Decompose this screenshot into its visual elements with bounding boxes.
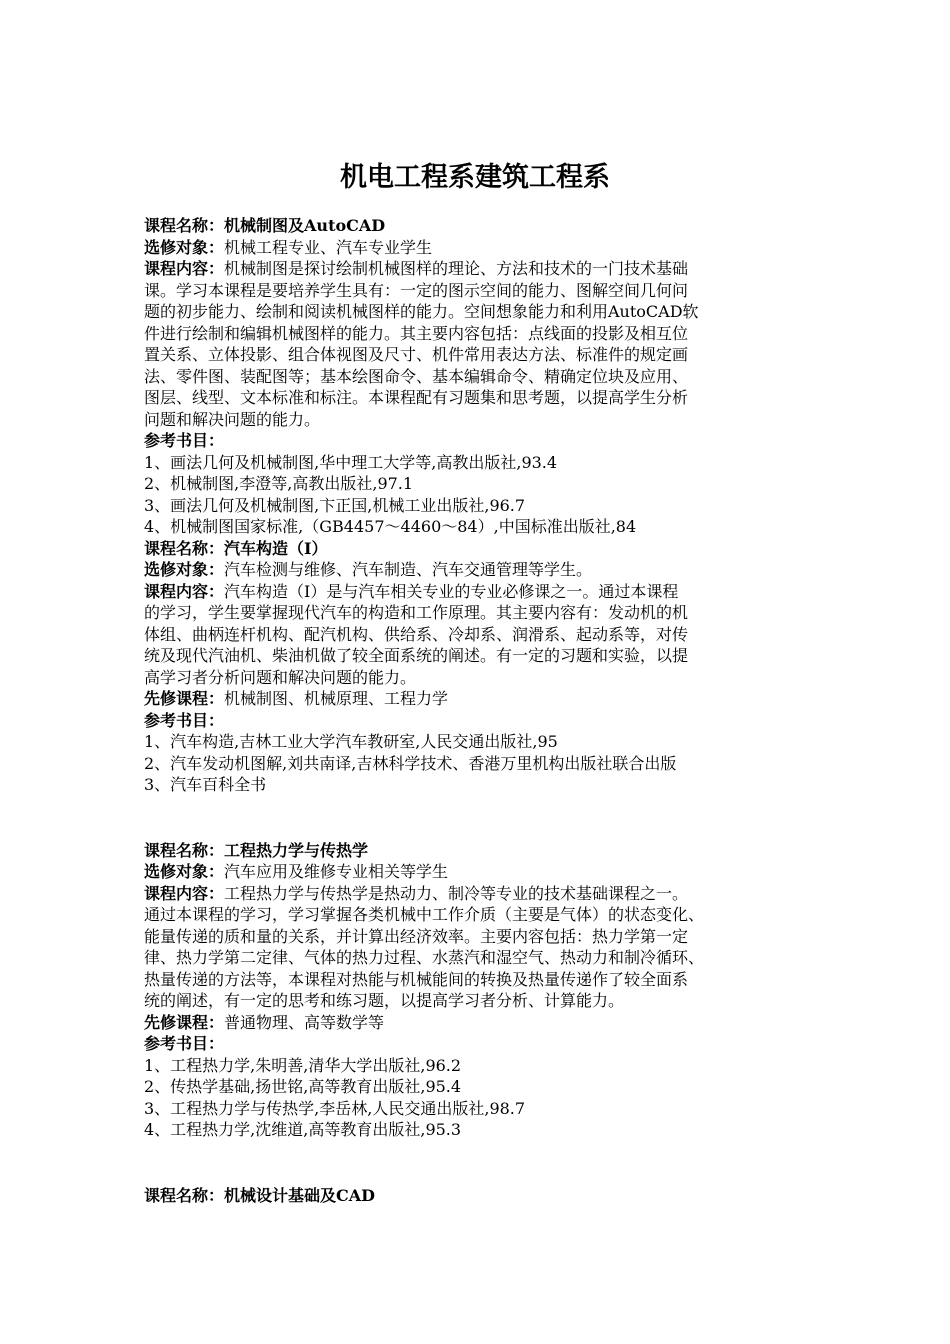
course-name-line bbox=[144, 538, 808, 560]
reference-item: 3、工程热力学与传热学,李岳林,人民交通出版社,98.7 bbox=[144, 1098, 526, 1118]
course-content-line: 律、热力学第二定律、气体的热力过程、水蒸汽和湿空气、热动力和制冷循环、 bbox=[144, 948, 705, 967]
course-name-label: 课程名称： bbox=[144, 538, 225, 558]
references-label: 参考书目： bbox=[144, 710, 225, 730]
references-label: 参考书目： bbox=[144, 431, 225, 450]
course-content-line: 通过本课程的学习，学习掌握各类机械中工作介质（主要是气体）的状态变化、 bbox=[144, 905, 705, 924]
course-target: 汽车检测与维修、汽车制造、汽车交通管理等学生。 bbox=[224, 560, 593, 579]
course-name-label: 课程名称： bbox=[144, 216, 225, 235]
course-prereq-label: 先修课程： bbox=[144, 689, 225, 708]
course-content-line: 问题和解决问题的能力。 bbox=[144, 409, 321, 429]
course-content-line: 课。学习本课程是要培养学生具有：一定的图示空间的能力、图解空间几何问 bbox=[144, 280, 689, 300]
course-content-text: 机械制图是探讨绘制机械图样的理论、方法和技术的一门技术基础 bbox=[224, 259, 689, 278]
reference-item: 1、画法几何及机械制图,华中理工大学等,高教出版社,93.4 bbox=[144, 452, 558, 472]
course-content-line: 的学习，学生要掌握现代汽车的构造和工作原理。其主要内容有：发动机的机 bbox=[144, 603, 689, 622]
course-name: 机械设计基础及CAD bbox=[224, 1185, 376, 1205]
course-content-line: 热量传递的方法等，本课程对热能与机械能间的转换及热量传递作了较全面系 bbox=[144, 969, 689, 989]
course-prereq-label: 先修课程： bbox=[144, 1012, 225, 1032]
course-prereq: 普通物理、高等数学等 bbox=[224, 1012, 385, 1032]
course-prereq: 机械制图、机械原理、工程力学 bbox=[224, 689, 449, 708]
course-name: 工程热力学与传热学 bbox=[224, 840, 369, 860]
course-content-label: 课程内容： bbox=[144, 581, 225, 601]
section-spacer bbox=[144, 796, 808, 840]
course-content-line: 置关系、立体投影、组合体视图及尺寸、机件常用表达方法、标准件的规定画 bbox=[144, 345, 689, 364]
reference-item: 2、汽车发动机图解,刘共南译,吉林科学技术、香港万里机构出版社联合出版 bbox=[144, 753, 677, 773]
course-content-line bbox=[144, 258, 808, 280]
course-content-text: 汽车构造（Ⅰ）是与汽车相关专业的专业必修课之一。通过本课程 bbox=[224, 581, 679, 601]
course-content-line bbox=[144, 581, 808, 603]
reference-item: 3、汽车百科全书 bbox=[144, 775, 267, 794]
course-content-line bbox=[144, 883, 808, 905]
references-label: 参考书目： bbox=[144, 1034, 225, 1053]
course-name-line bbox=[144, 1185, 808, 1207]
reference-item: 2、传热学基础,扬世铭,高等教育出版社,95.4 bbox=[144, 1077, 462, 1096]
reference-item: 2、机械制图,李澄等,高教出版社,97.1 bbox=[144, 474, 414, 493]
course-content-label: 课程内容： bbox=[144, 259, 225, 278]
course-content-line: 统的阐述，有一定的思考和练习题，以提高学习者分析、计算能力。 bbox=[144, 991, 625, 1010]
course-name: 机械制图及AutoCAD bbox=[224, 216, 386, 235]
course-prereq-line bbox=[144, 1012, 808, 1034]
course-content-line: 高学习者分析问题和解决问题的能力。 bbox=[144, 667, 417, 687]
reference-item: 4、工程热力学,沈维道,高等教育出版社,95.3 bbox=[144, 1120, 462, 1139]
course-target-label: 选修对象： bbox=[144, 862, 225, 881]
course-target-line bbox=[144, 861, 808, 883]
course-name-line bbox=[144, 215, 808, 237]
document-body bbox=[144, 215, 808, 1206]
course-name: 汽车构造（Ⅰ） bbox=[224, 538, 328, 558]
reference-item: 3、画法几何及机械制图,卞正国,机械工业出版社,96.7 bbox=[144, 495, 526, 515]
reference-item: 4、机械制图国家标准,（GB4457～4460～84）,中国标准出版社,84 bbox=[144, 517, 637, 536]
course-content-line: 能量传递的质和量的关系，并计算出经济效率。主要内容包括：热力学第一定 bbox=[144, 926, 689, 946]
course-target-line bbox=[144, 559, 808, 581]
course-content-line: 图层、线型、文本标准和标注。本课程配有习题集和思考题，以提高学生分析 bbox=[144, 388, 689, 407]
course-prereq-line bbox=[144, 688, 808, 710]
course-target-label: 选修对象： bbox=[144, 237, 225, 257]
reference-item: 1、汽车构造,吉林工业大学汽车教研室,人民交通出版社,95 bbox=[144, 732, 558, 751]
course-target-label: 选修对象： bbox=[144, 560, 225, 579]
reference-item: 1、工程热力学,朱明善,清华大学出版社,96.2 bbox=[144, 1055, 462, 1075]
course-target-line bbox=[144, 237, 808, 259]
course-content-label: 课程内容： bbox=[144, 883, 225, 903]
course-name-label: 课程名称： bbox=[144, 1185, 225, 1205]
page-title: 机电工程系建筑工程系 bbox=[340, 162, 610, 193]
course-content-line: 统及现代汽油机、柴油机做了较全面系统的阐述。有一定的习题和实验，以提 bbox=[144, 646, 689, 665]
course-target: 汽车应用及维修专业相关等学生 bbox=[224, 862, 449, 881]
course-target: 机械工程专业、汽车专业学生 bbox=[224, 237, 433, 257]
course-name-line bbox=[144, 840, 808, 862]
course-content-line: 体组、曲柄连杆机构、配汽机构、供给系、冷却系、润滑系、起动系等，对传 bbox=[144, 624, 689, 644]
course-content-line: 法、零件图、装配图等；基本绘图命令、基本编辑命令、精确定位块及应用、 bbox=[144, 366, 689, 386]
course-content-text: 工程热力学与传热学是热动力、制冷等专业的技术基础课程之一。 bbox=[224, 883, 689, 903]
course-content-line: 题的初步能力、绘制和阅读机械图样的能力。空间想象能力和利用AutoCAD软 bbox=[144, 302, 699, 321]
course-content-line: 件进行绘制和编辑机械图样的能力。其主要内容包括：点线面的投影及相互位 bbox=[144, 323, 689, 343]
course-name-label: 课程名称： bbox=[144, 840, 225, 860]
section-spacer bbox=[144, 1141, 808, 1185]
